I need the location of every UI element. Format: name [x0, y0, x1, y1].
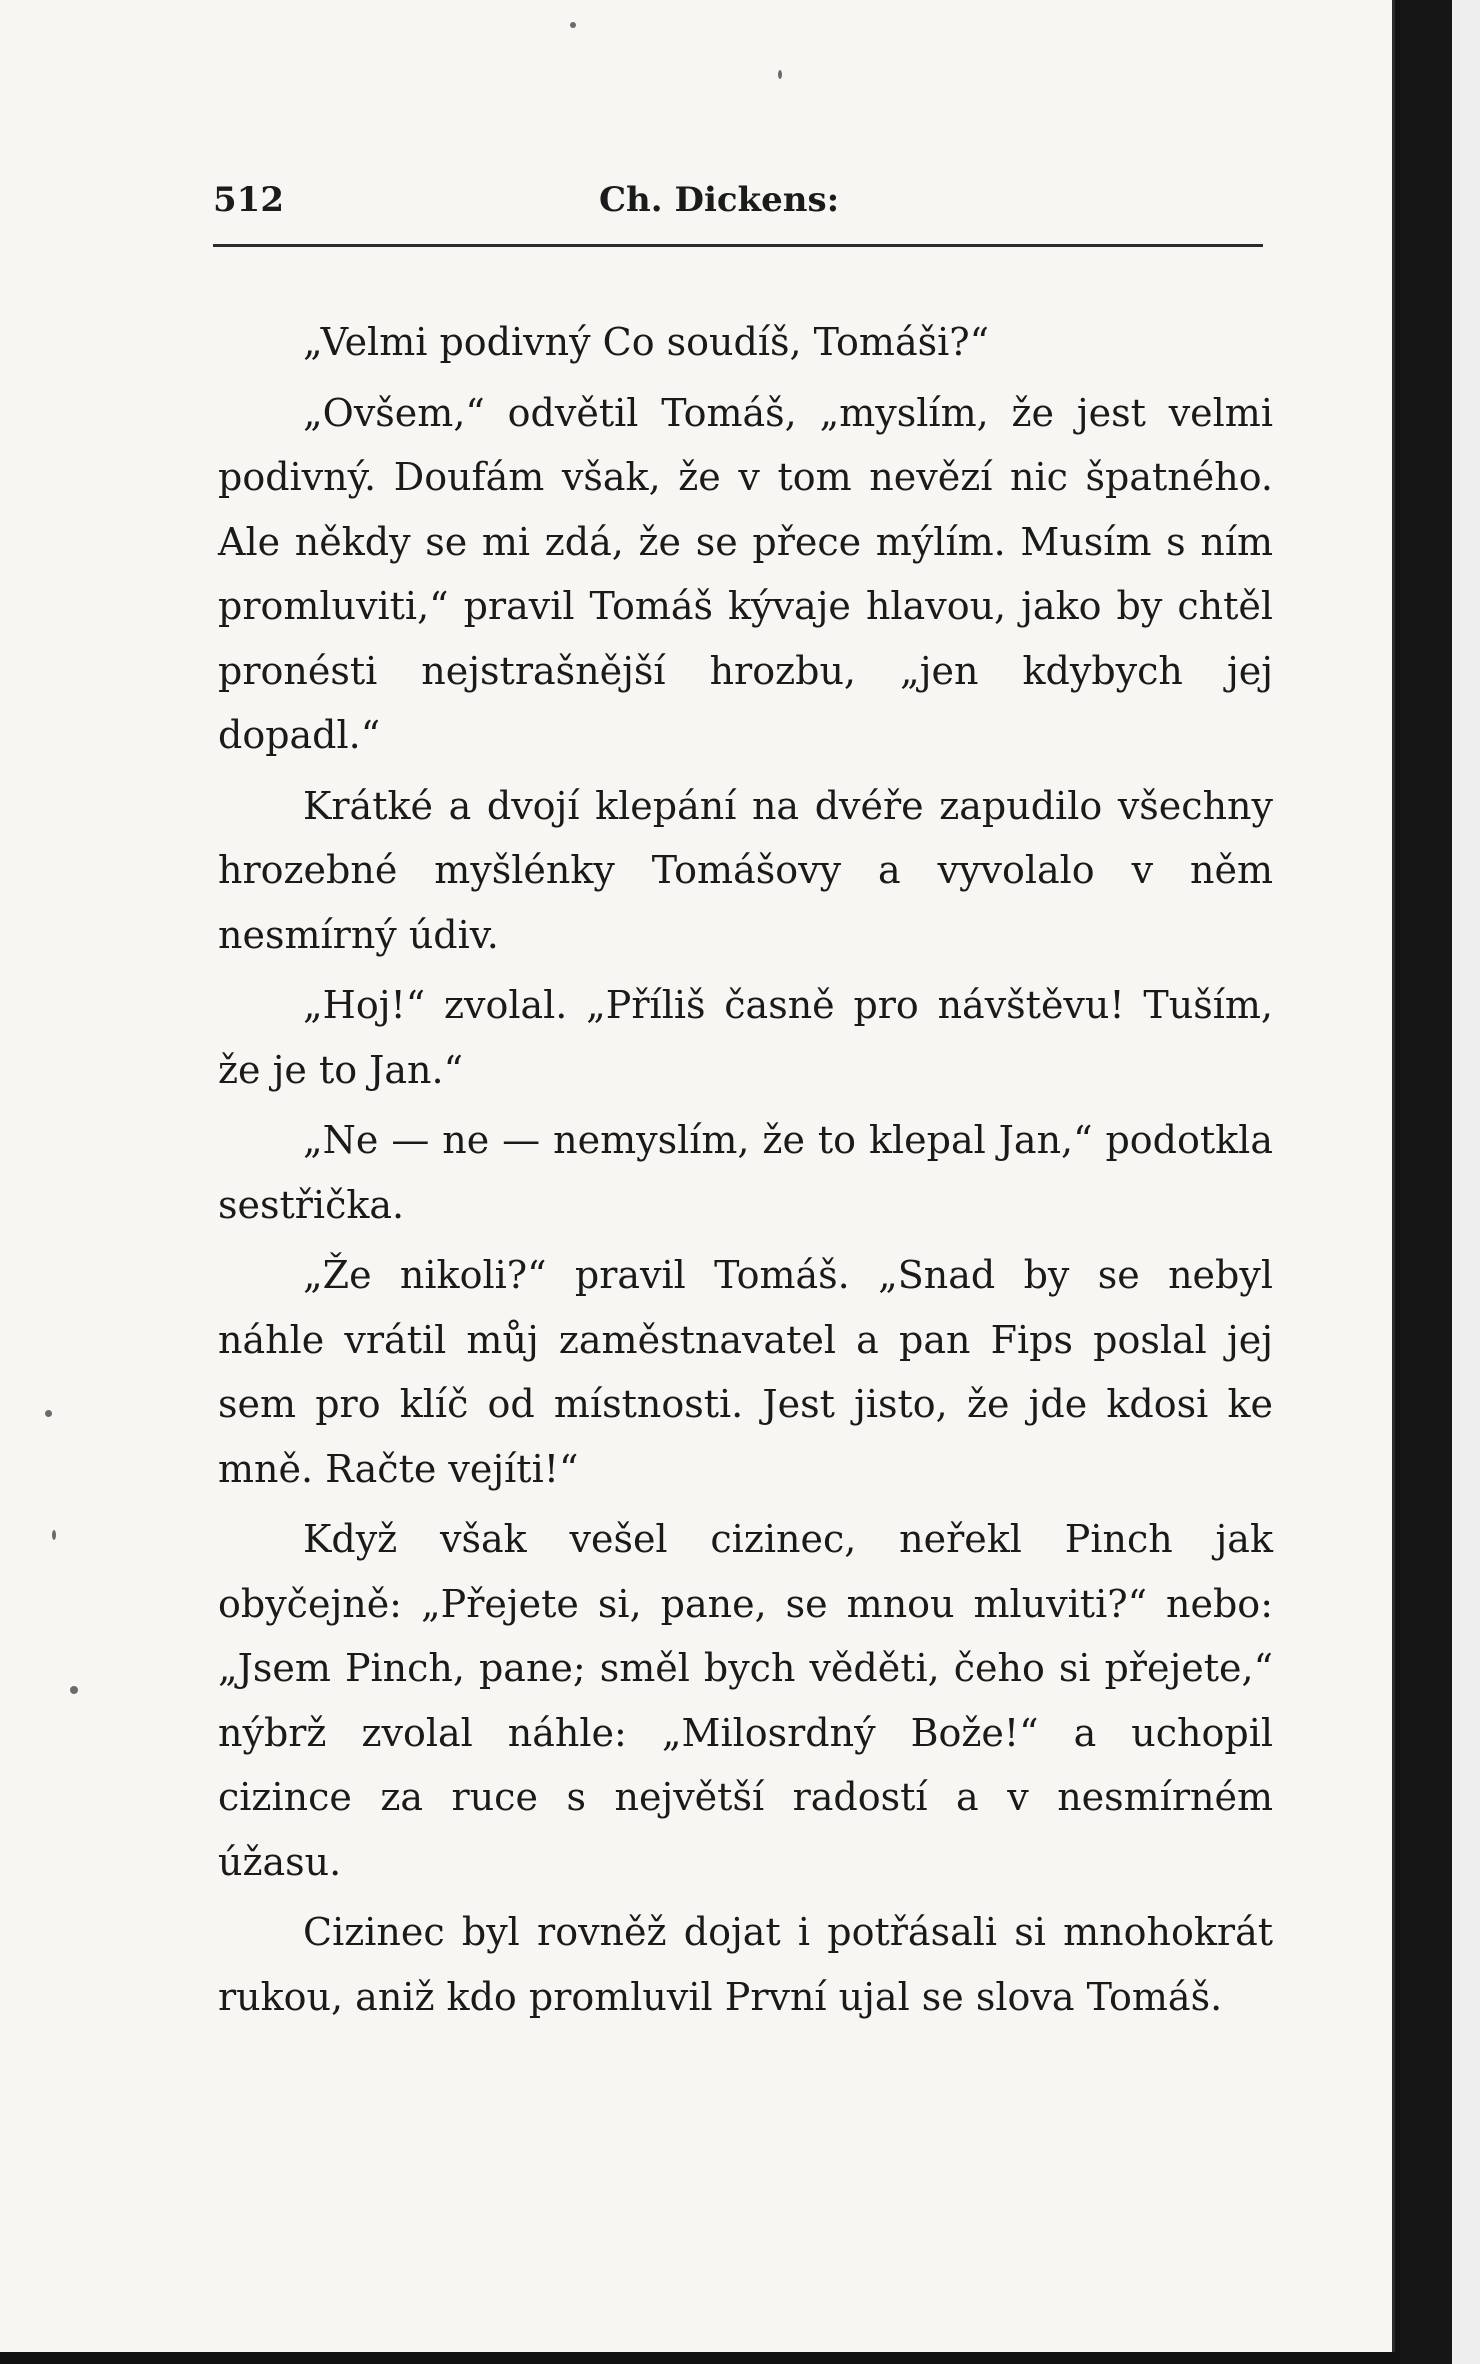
page-header — [213, 180, 1263, 230]
paragraph-8: Cizinec byl rovněž dojat i potřásali si mnohokrát rukou, aniž kdo promluvil První ujal se slova Tomáš. — [218, 1910, 1273, 2019]
scan-margin — [1452, 0, 1480, 2364]
paragraph-4: „Hoj!“ zvolal. „Příliš časně pro návštěvu! Tuším, že je to Jan.“ — [218, 983, 1273, 1092]
page-number: 512 — [213, 180, 284, 220]
paragraph-3: Krátké a dvojí klepání na dvéře zapudilo všechny hrozebné myšlénky Tomášovy a vyvolalo v něm nesmírný údiv. — [218, 783, 1273, 957]
paragraph-1: „Velmi podivný Co soudíš, Tomáši?“ — [303, 320, 990, 364]
header-rule — [213, 244, 1263, 247]
paragraph-2: „Ovšem,“ odvětil Tomáš, „myslím, že jest velmi podivný. Doufám však, že v tom nevězí nic špatného. Ale někdy se mi zdá, že se přece mýlím. Musím s ním promluviti,“ pravil Tomáš kývaje hlavou, jako by chtěl pronésti nejstrašnější hrozbu, „jen kdybych jej dopadl.“ — [218, 390, 1273, 757]
paragraph-5: „Ne — ne — nemyslím, že to klepal Jan,“ podotkla sestřička. — [218, 1118, 1273, 1227]
paper-speck — [778, 70, 782, 79]
paper-speck — [45, 1410, 52, 1417]
paragraph-6: „Že nikoli?“ pravil Tomáš. „Snad by se nebyl náhle vrátil můj zaměstnavatel a pan Fips poslal jej sem pro klíč od místnosti. Jest jisto, že jde kdosi ke mně. Račte vejíti!“ — [218, 1253, 1273, 1491]
paper-speck — [70, 1686, 78, 1694]
paper-speck — [570, 22, 576, 28]
running-head: Ch. Dickens: — [599, 180, 840, 220]
paragraph-7: Když však vešel cizinec, neřekl Pinch jak obyčejně: „Přejete si, pane, se mnou mluviti?“ nebo: „Jsem Pinch, pane; směl bych věděti, čeho si přejete,“ nýbrž zvolal náhle: „Milosrdný Bože!“ a uchopil cizince za ruce s největší radostí a v nesmírném úžasu. — [218, 1517, 1273, 1884]
body-text — [218, 310, 1273, 2035]
paper-speck — [52, 1530, 56, 1540]
